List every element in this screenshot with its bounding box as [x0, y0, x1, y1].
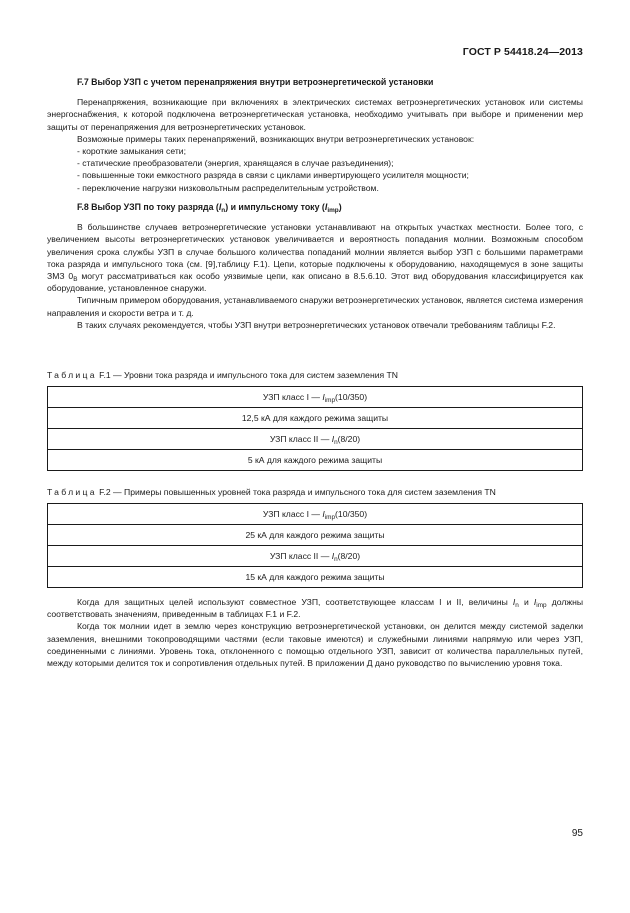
table-row: [48, 450, 583, 471]
table-cell: УЗП класс II — $I_n(8/20)$: [48, 546, 583, 567]
list-item: - короткие замыкания сети;: [77, 146, 186, 157]
table-f2: [47, 486, 583, 588]
section-f8-paragraph: Типичным примером оборудования, устанавливаемого снаружи ветроэнергетических установок, является система измерения направления и скорости ветра и т. д.: [47, 295, 583, 318]
table-row: [48, 387, 583, 408]
page-number: 95: [571, 828, 583, 839]
closing-paragraph: Когда для защитных целей используют совместное УЗП, соответствующее классам I и II, величины $I_n$ и $I_{imp}$ должны соответствовать значениям, приведенным в таблицах F.1 и F.2.: [47, 597, 584, 620]
table-cell: 25 кА для каждого режима защиты: [48, 525, 583, 546]
document-id: ГОСТ Р 54418.24—2013: [462, 46, 583, 58]
table-f1-grid: [47, 386, 583, 471]
table-row: [48, 408, 583, 429]
table-f2-grid: [47, 503, 583, 588]
list-item: - повышенные токи емкостного разряда в связи с циклами инвертирующего усилителя мощности;: [77, 170, 469, 181]
list-item: - переключение нагрузки низковольтным распределительным устройством.: [77, 182, 379, 193]
section-f8-paragraph: В большинстве случаев ветроэнергетические установки устанавливают на открытых участках местности. Более того, с увеличением высоты ветроэнергетических установок увеличивается и вероятность попадания молнии. Возможным способом увеличения срока службы УЗП в случае большого количества попаданий молнии является выбор УЗП с большими параметрами тока разряда и импульсного тока (см. [9],таблицу F.1). Цепи, которые подключены к оборудованию, находящемуся в зоне защиты ЗМЗ $0_B$ могут рассматриваться как особо уязвимые цепи, как описано в 8.5.6.10. Этот вид оборудования классифицируется как оборудование, установленное снаружи.: [47, 222, 583, 294]
table-f1: [47, 369, 583, 471]
table-f1-caption: Таблица F.1 — Уровни тока разряда и импульсного тока для систем заземления TN: [47, 370, 398, 380]
table-cell: УЗП класс I — $I_{imp}(10/350)$: [48, 504, 583, 525]
table-cell: 15 кА для каждого режима защиты: [48, 567, 583, 588]
section-f8-paragraph: В таких случаях рекомендуется, чтобы УЗП внутри ветроэнергетических установок отвечали требованиям таблицы F.2.: [77, 319, 556, 330]
table-cell: 5 кА для каждого режима защиты: [48, 450, 583, 471]
table-row: [48, 525, 583, 546]
section-f7-paragraph: Перенапряжения, возникающие при включениях в электрических системах ветроэнергетических установок или системы энергоснабжения, к которой подключена ветроэнергетическая установка, необходимо учитывать при выборе и применении мер защиты от перенапряжения для ветроэнергетических установок.: [47, 97, 583, 132]
list-item: - статические преобразователи (энергия, хранящаяся в случае разъединения);: [77, 158, 394, 169]
section-f8-title: F.8 Выбор УЗП по току разряда $(I_n)$ и импульсному току $(I_{imp})$: [77, 202, 342, 214]
table-row: [48, 546, 583, 567]
section-f8: [47, 201, 583, 331]
table-row: [48, 504, 583, 525]
table-cell: УЗП класс II — $I_n(8/20)$: [48, 429, 583, 450]
section-f7-title: F.7 Выбор УЗП с учетом перенапряжения внутри ветроэнергетической установки: [77, 77, 434, 87]
table-cell: УЗП класс I — $I_{imp}(10/350)$: [48, 387, 583, 408]
section-f7: [47, 76, 583, 194]
closing-section: [47, 596, 583, 669]
table-cell: 12,5 кА для каждого режима защиты: [48, 408, 583, 429]
section-f7-paragraph: Возможные примеры таких перенапряжений, возникающих внутри ветроэнергетических установок:: [77, 133, 475, 144]
closing-paragraph: Когда ток молнии идет в землю через конструкцию ветроэнергетической установки, он делится между системой заделки заземления, внешними токопроводящими частями (если таковые имеются) и служебными линиями напрямую или через УЗП, соединенными с линиями. Уровень тока, отклоненного с помощью отдельного УЗП, зависит от количества параллельных путей, между которыми делится ток и сопротивления отдельных путей. В приложении Д дано руководство по вычислению уровня тока.: [47, 621, 583, 669]
table-row: [48, 429, 583, 450]
table-row: [48, 567, 583, 588]
table-f2-caption: Таблица F.2 — Примеры повышенных уровней тока разряда и импульсного тока для систем заземления TN: [47, 487, 496, 497]
